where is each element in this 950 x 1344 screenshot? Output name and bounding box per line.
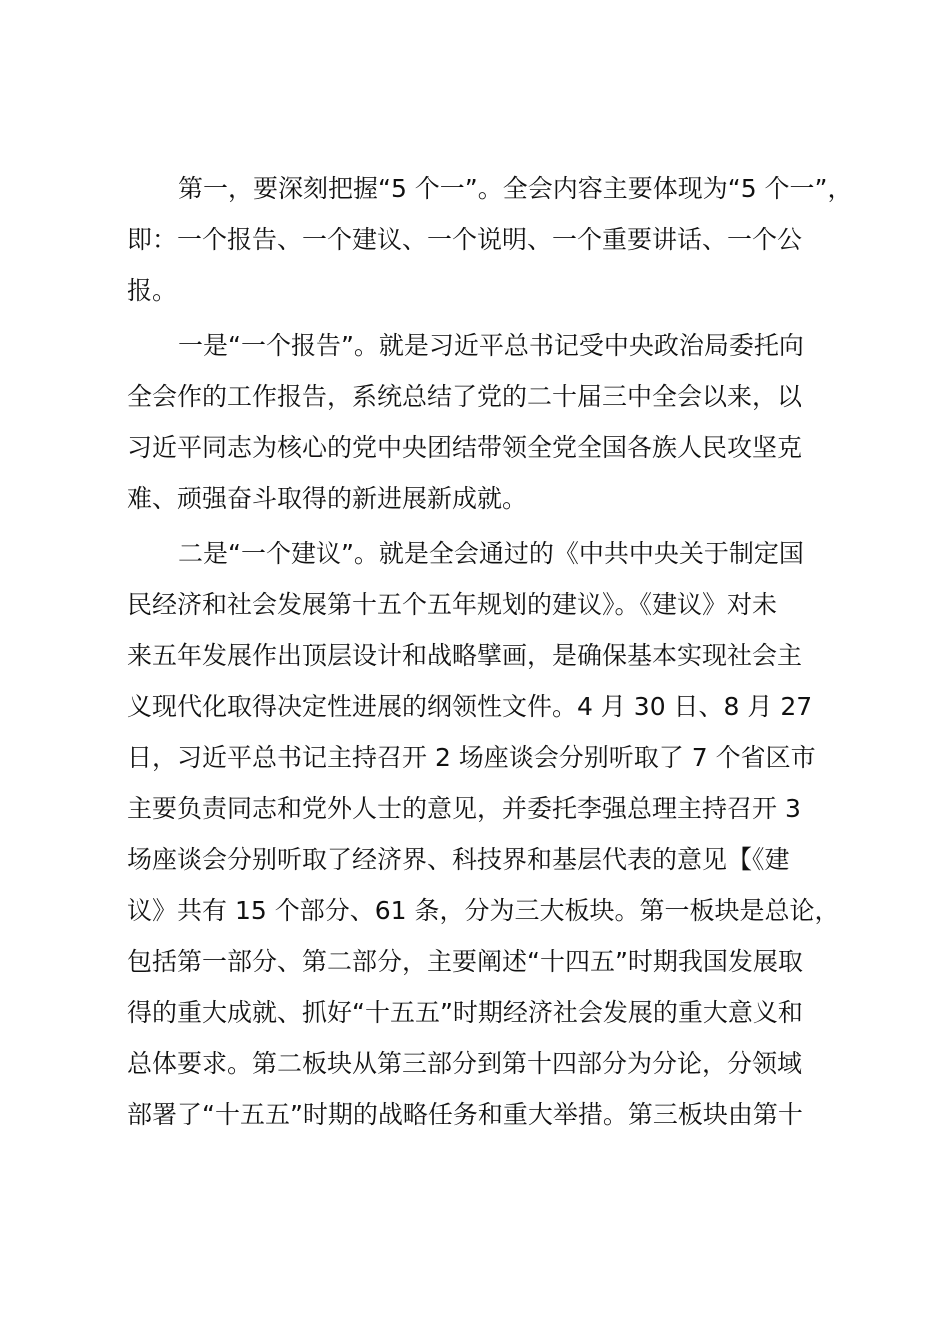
- text-line: 全会作的工作报告，系统总结了党的二十届三中全会以来，以: [127, 382, 803, 411]
- text-line: 议》共有 15 个部分、61 条，分为三大板块。第一板块是总论，: [127, 896, 840, 925]
- text-line: 总体要求。第二板块从第三部分到第十四部分为分论，分领域: [127, 1049, 803, 1078]
- text-line: 主要负责同志和党外人士的意见，并委托李强总理主持召开 3: [127, 794, 801, 823]
- text-line: 场座谈会分别听取了经济界、科技界和基层代表的意见【《建: [127, 845, 790, 874]
- text-line: 包括第一部分、第二部分，主要阐述“十四五”时期我国发展取: [127, 947, 803, 976]
- text-line: 来五年发展作出顶层设计和战略擘画，是确保基本实现社会主: [127, 641, 803, 670]
- text-line: 二是“一个建议”。就是全会通过的《中共中央关于制定国: [178, 539, 804, 568]
- paragraph-one-proposal: [127, 528, 847, 1140]
- text-line: 义现代化取得决定性进展的纲领性文件。4 月 30 日、8 月 27: [127, 692, 813, 721]
- document-body: [127, 163, 853, 1144]
- text-line: 即：一个报告、一个建议、一个说明、一个重要讲话、一个公: [127, 225, 803, 254]
- text-line: 第一，要深刻把握“5 个一”。全会内容主要体现为“5 个一”，: [178, 174, 853, 203]
- text-line: 部署了“十五五”时期的战略任务和重大举措。第三板块由第十: [127, 1100, 803, 1129]
- text-line: 报。: [127, 276, 178, 305]
- text-line: 日，习近平总书记主持召开 2 场座谈会分别听取了 7 个省区市: [127, 743, 816, 772]
- text-line: 得的重大成就、抓好“十五五”时期经济社会发展的重大意义和: [127, 998, 803, 1027]
- text-line: 一是“一个报告”。就是习近平总书记受中央政治局委托向: [178, 331, 804, 360]
- text-line: 习近平同志为核心的党中央团结带领全党全国各族人民攻坚克: [127, 433, 803, 462]
- text-line: 民经济和社会发展第十五个五年规划的建议》。《建议》对未: [127, 590, 778, 619]
- paragraph-five-ones: [127, 163, 853, 316]
- text-line: 难、顽强奋斗取得的新进展新成就。: [127, 484, 528, 513]
- paragraph-one-report: [127, 320, 847, 524]
